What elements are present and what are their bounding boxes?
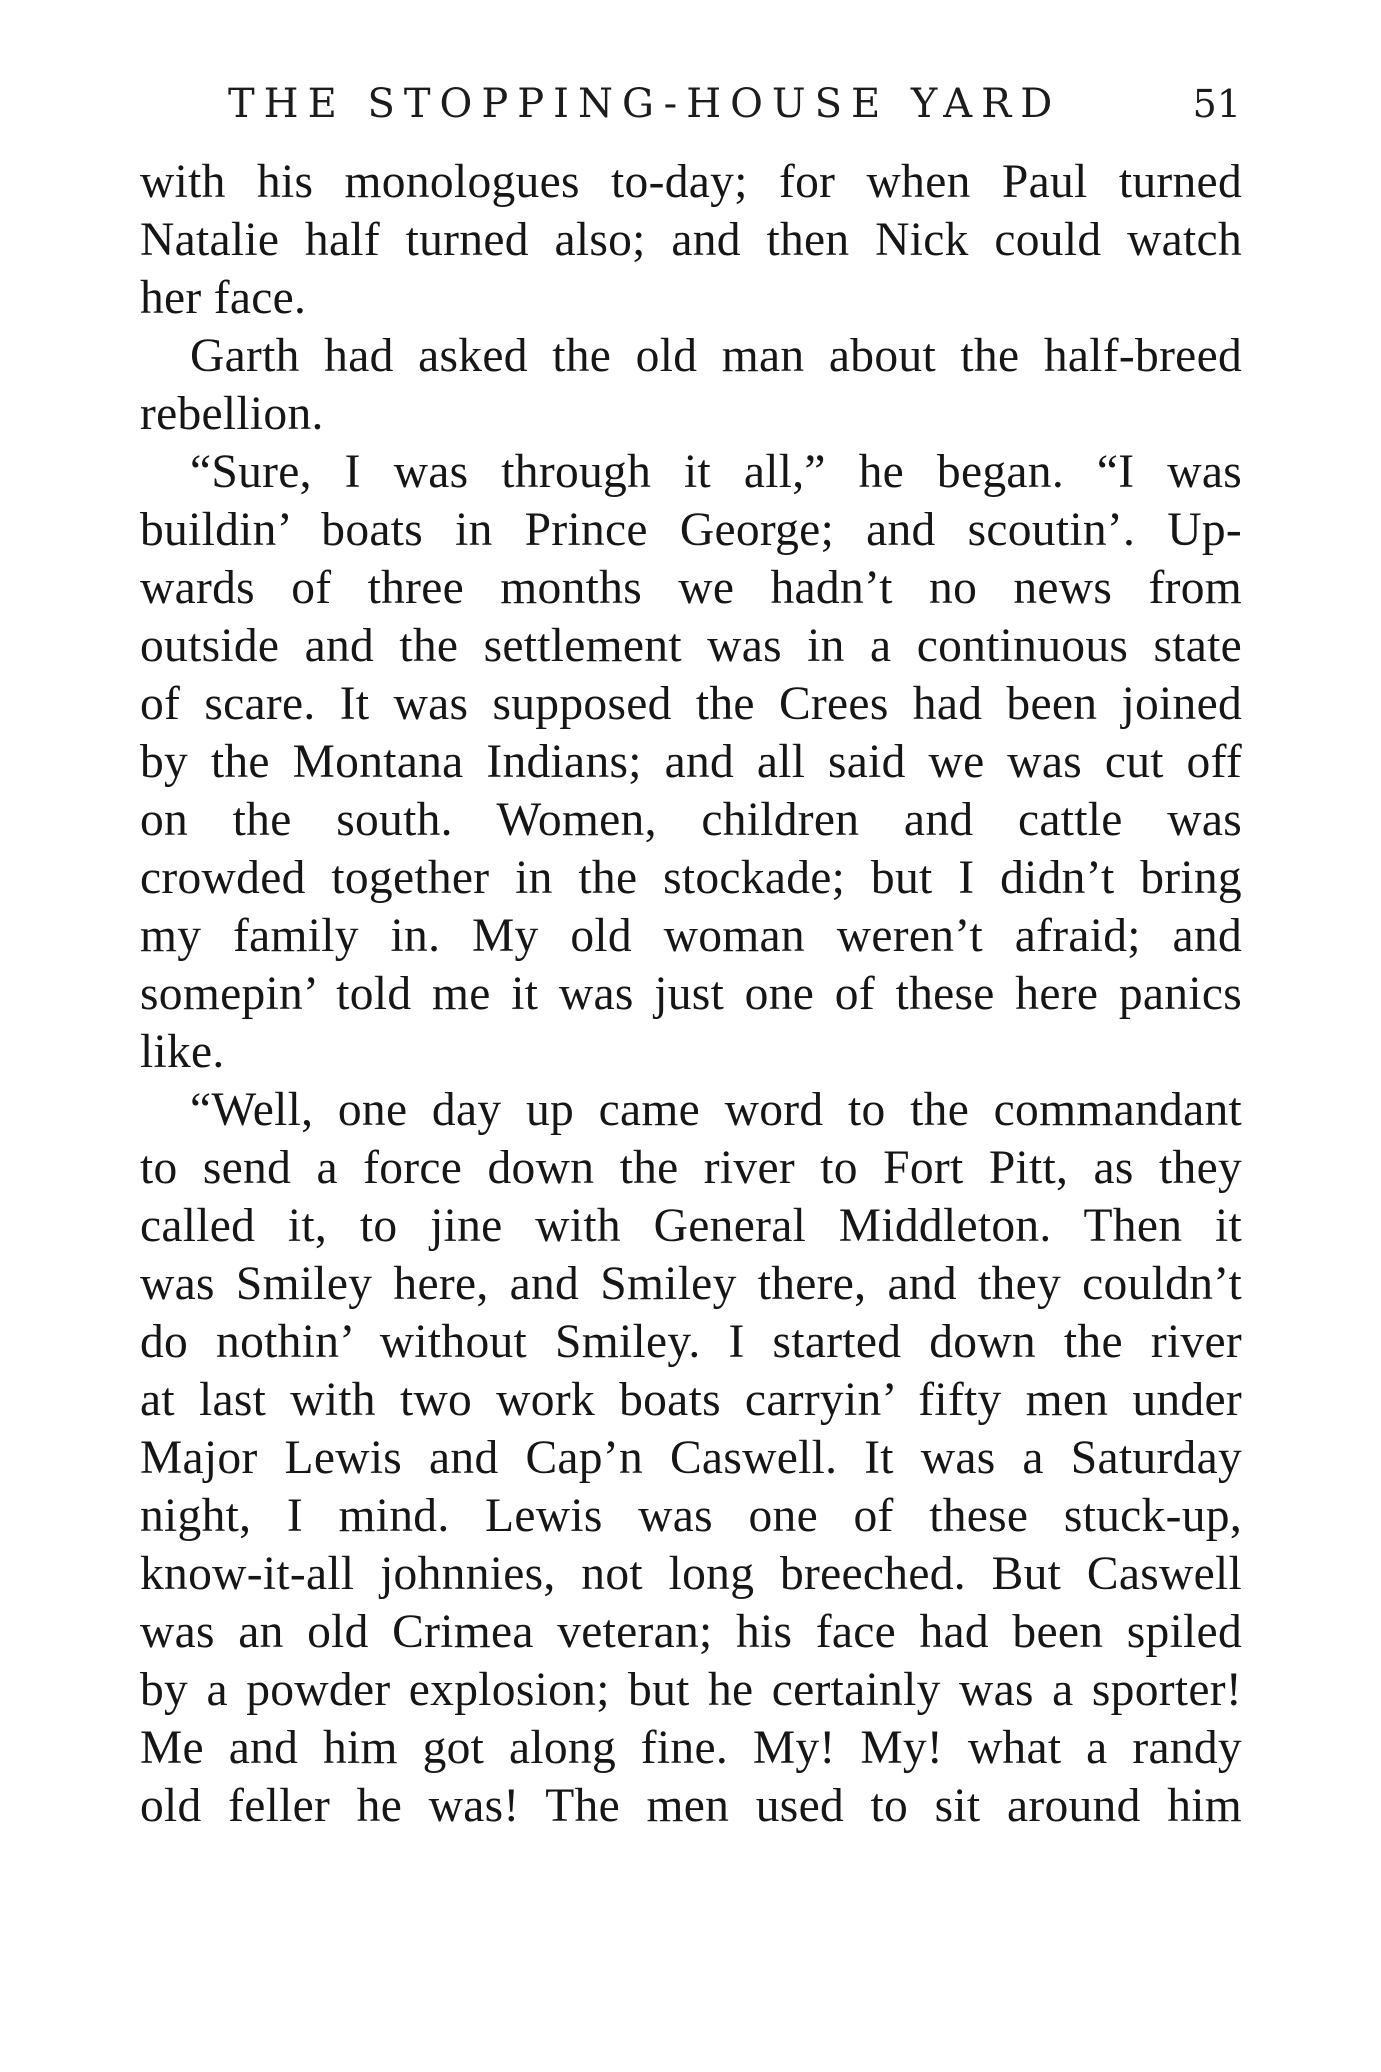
text-line: night, I mind. Lewis was one of these stuck-up, xyxy=(140,1490,1242,1542)
text-line: wards of three months we hadn’t no news from xyxy=(140,562,1242,614)
text-line: was an old Crimea veteran; his face had been spiled xyxy=(140,1606,1242,1658)
running-head xyxy=(228,76,1241,132)
text-line: on the south. Women, children and cattle was xyxy=(140,794,1242,846)
text-line: “Well, one day up came word to the commandant xyxy=(190,1084,1242,1136)
text-line: like. xyxy=(140,1026,225,1078)
text-line: old feller he was! The men used to sit around him xyxy=(140,1780,1242,1832)
text-line: by a powder explosion; but he certainly was a sporter! xyxy=(140,1664,1242,1716)
text-line: buildin’ boats in Prince George; and scoutin’. Up- xyxy=(140,504,1242,556)
page-number: 51 xyxy=(1192,82,1241,126)
text-line: somepin’ told me it was just one of these here panics xyxy=(140,968,1242,1020)
text-line: of scare. It was supposed the Crees had been joined xyxy=(140,678,1242,730)
text-line: with his monologues to-day; for when Paul turned xyxy=(140,156,1242,208)
text-line: rebellion. xyxy=(140,388,324,440)
text-line: at last with two work boats carryin’ fifty men under xyxy=(140,1374,1242,1426)
text-line: Natalie half turned also; and then Nick could watch xyxy=(140,214,1242,266)
text-line: her face. xyxy=(140,272,307,324)
text-line: know-it-all johnnies, not long breeched. But Caswell xyxy=(140,1548,1242,1600)
text-line: my family in. My old woman weren’t afraid; and xyxy=(140,910,1242,962)
text-line: by the Montana Indians; and all said we was cut off xyxy=(140,736,1242,788)
text-line: do nothin’ without Smiley. I started down the river xyxy=(140,1316,1242,1368)
text-line: Garth had asked the old man about the half-breed xyxy=(190,330,1242,382)
text-line: Me and him got along fine. My! My! what a randy xyxy=(140,1722,1242,1774)
text-line: “Sure, I was through it all,” he began. “I was xyxy=(190,446,1242,498)
running-title: THE STOPPING-HOUSE YARD xyxy=(228,81,1062,127)
body-text xyxy=(140,153,1242,1835)
text-line: crowded together in the stockade; but I didn’t bring xyxy=(140,852,1242,904)
text-line: to send a force down the river to Fort Pitt, as they xyxy=(140,1142,1242,1194)
text-line: outside and the settlement was in a continuous state xyxy=(140,620,1242,672)
text-line: was Smiley here, and Smiley there, and they couldn’t xyxy=(140,1258,1242,1310)
text-line: called it, to jine with General Middleton. Then it xyxy=(140,1200,1242,1252)
text-line: Major Lewis and Cap’n Caswell. It was a Saturday xyxy=(140,1432,1242,1484)
